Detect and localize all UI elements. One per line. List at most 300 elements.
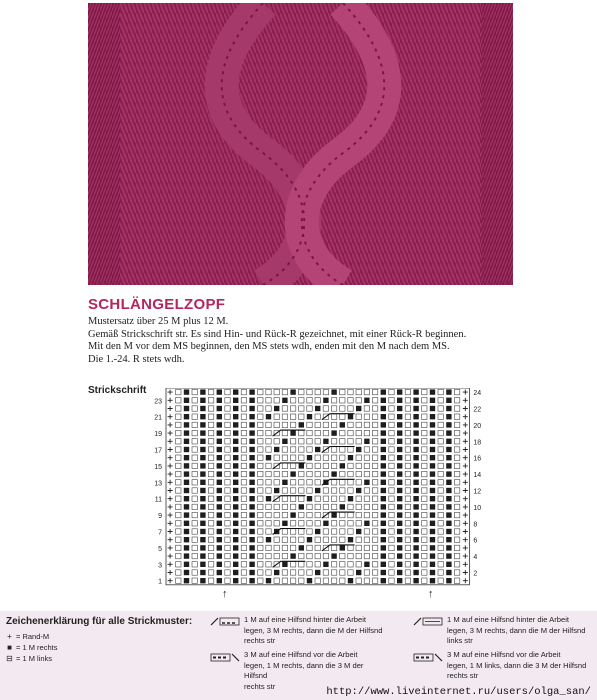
purl-stitch-cell: [282, 406, 287, 411]
purl-stitch-cell: [364, 430, 369, 435]
knit-stitch-cell: [430, 389, 435, 394]
purl-stitch-cell: [356, 562, 361, 567]
purl-stitch-cell: [274, 480, 279, 485]
knit-stitch-cell: [307, 578, 312, 583]
purl-stitch-cell: [323, 570, 328, 575]
knit-stitch-cell: [200, 496, 205, 501]
knit-stitch-cell: [381, 414, 386, 419]
purl-stitch-cell: [315, 439, 320, 444]
knit-stitch-cell: [299, 545, 304, 550]
purl-stitch-cell: [438, 512, 443, 517]
purl-stitch-cell: [438, 570, 443, 575]
knit-stitch-cell: [340, 504, 345, 509]
row-number-left: 15: [154, 463, 162, 471]
purl-stitch-cell: [422, 570, 427, 575]
purl-stitch-cell: [192, 545, 197, 550]
knit-stitch-cell: [249, 430, 254, 435]
purl-stitch-cell: [372, 471, 377, 476]
purl-stitch-cell: [323, 406, 328, 411]
purl-stitch-cell: [274, 537, 279, 542]
purl-stitch-cell: [241, 488, 246, 493]
purl-stitch-cell: [340, 578, 345, 583]
purl-stitch-cell: [241, 439, 246, 444]
purl-stitch-cell: [225, 447, 230, 452]
purl-stitch-cell: [258, 439, 263, 444]
purl-stitch-cell: [372, 480, 377, 485]
purl-stitch-cell: [422, 521, 427, 526]
purl-stitch-cell: [176, 422, 181, 427]
knit-stitch-cell: [381, 398, 386, 403]
row-number-right: 12: [473, 488, 482, 496]
purl-stitch-cell: [348, 504, 353, 509]
purl-stitch-cell: [331, 521, 336, 526]
purl-stitch-cell: [422, 471, 427, 476]
knit-stitch-cell: [249, 504, 254, 509]
knit-stitch-cell: [266, 414, 271, 419]
knit-stitch-cell: [381, 496, 386, 501]
knit-stitch-cell: [364, 562, 369, 567]
knit-stitch-cell: [217, 414, 222, 419]
knit-stitch-cell: [184, 504, 189, 509]
purl-stitch-cell: [299, 439, 304, 444]
purl-stitch-cell: [176, 463, 181, 468]
purl-stitch-cell: [340, 553, 345, 558]
purl-stitch-cell: [225, 553, 230, 558]
row-number-left: 13: [154, 480, 162, 488]
knit-stitch-cell: [217, 471, 222, 476]
knit-stitch-cell: [299, 463, 304, 468]
purl-stitch-cell: [192, 570, 197, 575]
purl-stitch-cell: [454, 578, 459, 583]
purl-stitch-cell: [454, 422, 459, 427]
legend-item-knit: [6, 643, 57, 652]
purl-stitch-cell: [241, 414, 246, 419]
purl-stitch-cell: [364, 389, 369, 394]
knit-stitch-cell: [446, 463, 451, 468]
knit-stitch-cell: [397, 504, 402, 509]
knit-stitch-cell: [397, 553, 402, 558]
purl-stitch-cell: [225, 414, 230, 419]
knit-stitch-cell: [200, 455, 205, 460]
purl-stitch-cell: [340, 455, 345, 460]
knit-stitch-cell: [184, 439, 189, 444]
purl-stitch-cell: [454, 562, 459, 567]
knit-stitch-cell: [233, 463, 238, 468]
purl-stitch-cell: [208, 406, 213, 411]
knit-stitch-cell: [397, 496, 402, 501]
purl-stitch-cell: [331, 529, 336, 534]
purl-stitch-cell: [438, 414, 443, 419]
row-number-left: 1: [158, 578, 162, 586]
knit-stitch-cell: [184, 496, 189, 501]
purl-stitch-cell: [299, 471, 304, 476]
knit-stitch-cell: [446, 578, 451, 583]
purl-stitch-cell: [454, 406, 459, 411]
purl-stitch-cell: [241, 430, 246, 435]
knit-stitch-cell: [217, 389, 222, 394]
purl-stitch-cell: [258, 553, 263, 558]
purl-stitch-cell: [422, 553, 427, 558]
minus-square-icon: ⊟: [6, 654, 13, 663]
purl-stitch-cell: [176, 414, 181, 419]
purl-stitch-cell: [208, 463, 213, 468]
knit-stitch-cell: [307, 537, 312, 542]
knit-stitch-cell: [331, 430, 336, 435]
purl-stitch-cell: [241, 553, 246, 558]
knit-stitch-cell: [446, 422, 451, 427]
purl-stitch-cell: [372, 447, 377, 452]
knit-stitch-cell: [315, 488, 320, 493]
purl-stitch-cell: [389, 422, 394, 427]
knit-stitch-cell: [397, 406, 402, 411]
purl-stitch-cell: [282, 463, 287, 468]
purl-stitch-cell: [274, 578, 279, 583]
knit-stitch-cell: [381, 406, 386, 411]
purl-stitch-cell: [225, 422, 230, 427]
purl-stitch-cell: [307, 422, 312, 427]
purl-stitch-cell: [348, 521, 353, 526]
knit-stitch-cell: [413, 545, 418, 550]
purl-stitch-cell: [372, 545, 377, 550]
knit-stitch-cell: [397, 488, 402, 493]
purl-stitch-cell: [422, 414, 427, 419]
knit-stitch-cell: [446, 545, 451, 550]
purl-stitch-cell: [266, 562, 271, 567]
purl-stitch-cell: [208, 398, 213, 403]
knit-stitch-cell: [217, 422, 222, 427]
knit-stitch-cell: [430, 455, 435, 460]
knit-stitch-cell: [233, 389, 238, 394]
purl-stitch-cell: [258, 422, 263, 427]
knit-stitch-cell: [397, 389, 402, 394]
purl-stitch-cell: [315, 480, 320, 485]
purl-stitch-cell: [290, 455, 295, 460]
purl-stitch-cell: [274, 389, 279, 394]
purl-stitch-cell: [258, 529, 263, 534]
purl-stitch-cell: [438, 406, 443, 411]
purl-stitch-cell: [348, 545, 353, 550]
purl-stitch-cell: [454, 439, 459, 444]
purl-stitch-cell: [364, 504, 369, 509]
purl-stitch-cell: [364, 488, 369, 493]
purl-stitch-cell: [356, 455, 361, 460]
purl-stitch-cell: [372, 570, 377, 575]
purl-stitch-cell: [389, 480, 394, 485]
purl-stitch-cell: [405, 521, 410, 526]
purl-stitch-cell: [176, 480, 181, 485]
purl-stitch-cell: [389, 398, 394, 403]
knit-stitch-cell: [233, 496, 238, 501]
purl-stitch-cell: [372, 562, 377, 567]
purl-stitch-cell: [225, 463, 230, 468]
purl-stitch-cell: [438, 389, 443, 394]
knit-stitch-cell: [381, 471, 386, 476]
purl-stitch-cell: [315, 562, 320, 567]
purl-stitch-cell: [438, 439, 443, 444]
purl-stitch-cell: [225, 504, 230, 509]
purl-stitch-cell: [225, 496, 230, 501]
knit-stitch-cell: [200, 537, 205, 542]
purl-stitch-cell: [241, 521, 246, 526]
knit-stitch-cell: [184, 537, 189, 542]
purl-stitch-cell: [274, 545, 279, 550]
knit-stitch-cell: [233, 570, 238, 575]
purl-stitch-cell: [266, 439, 271, 444]
purl-stitch-cell: [438, 529, 443, 534]
purl-stitch-cell: [331, 504, 336, 509]
purl-stitch-cell: [266, 570, 271, 575]
purl-stitch-cell: [241, 447, 246, 452]
knit-stitch-cell: [397, 578, 402, 583]
purl-stitch-cell: [364, 406, 369, 411]
knit-stitch-cell: [381, 562, 386, 567]
purl-stitch-cell: [266, 545, 271, 550]
purl-stitch-cell: [241, 537, 246, 542]
purl-stitch-cell: [331, 545, 336, 550]
knit-stitch-cell: [397, 455, 402, 460]
purl-stitch-cell: [176, 529, 181, 534]
purl-stitch-cell: [364, 570, 369, 575]
purl-stitch-cell: [422, 430, 427, 435]
purl-stitch-cell: [372, 455, 377, 460]
row-number-left: 19: [154, 431, 162, 439]
knit-stitch-cell: [249, 496, 254, 501]
purl-stitch-cell: [389, 471, 394, 476]
knit-stitch-cell: [413, 414, 418, 419]
knit-stitch-cell: [217, 529, 222, 534]
purl-stitch-cell: [340, 570, 345, 575]
purl-stitch-cell: [315, 414, 320, 419]
knit-stitch-cell: [184, 389, 189, 394]
purl-stitch-cell: [176, 562, 181, 567]
purl-stitch-cell: [299, 480, 304, 485]
purl-stitch-cell: [356, 545, 361, 550]
purl-stitch-cell: [454, 447, 459, 452]
knit-stitch-cell: [299, 422, 304, 427]
pattern-title: SCHLÄNGELZOPF: [88, 296, 226, 313]
purl-stitch-cell: [299, 537, 304, 542]
purl-stitch-cell: [258, 430, 263, 435]
purl-stitch-cell: [176, 504, 181, 509]
purl-stitch-cell: [323, 553, 328, 558]
knit-stitch-cell: [446, 570, 451, 575]
purl-stitch-cell: [438, 521, 443, 526]
purl-stitch-cell: [331, 480, 336, 485]
purl-stitch-cell: [405, 578, 410, 583]
purl-stitch-cell: [340, 398, 345, 403]
description-line: Die 1.-24. R stets wdh.: [88, 353, 185, 365]
purl-stitch-cell: [192, 512, 197, 517]
purl-stitch-cell: [348, 480, 353, 485]
knit-stitch-cell: [200, 480, 205, 485]
knit-stitch-cell: [397, 537, 402, 542]
purl-stitch-cell: [290, 562, 295, 567]
purl-stitch-cell: [364, 463, 369, 468]
knit-stitch-cell: [413, 488, 418, 493]
purl-stitch-cell: [307, 504, 312, 509]
purl-stitch-cell: [290, 439, 295, 444]
purl-stitch-cell: [372, 398, 377, 403]
purl-stitch-cell: [225, 406, 230, 411]
purl-stitch-cell: [299, 398, 304, 403]
purl-stitch-cell: [389, 463, 394, 468]
knit-stitch-cell: [430, 398, 435, 403]
legend-text: = 1 M links: [16, 654, 53, 663]
purl-stitch-cell: [438, 537, 443, 542]
purl-stitch-cell: [299, 414, 304, 419]
purl-stitch-cell: [422, 406, 427, 411]
purl-stitch-cell: [438, 422, 443, 427]
knit-stitch-cell: [200, 471, 205, 476]
knit-stitch-cell: [217, 545, 222, 550]
purl-stitch-cell: [438, 398, 443, 403]
knit-stitch-cell: [381, 389, 386, 394]
knit-stitch-cell: [233, 529, 238, 534]
purl-stitch-cell: [192, 553, 197, 558]
purl-stitch-cell: [208, 562, 213, 567]
knit-stitch-cell: [233, 562, 238, 567]
knit-stitch-cell: [200, 553, 205, 558]
purl-stitch-cell: [348, 463, 353, 468]
purl-stitch-cell: [331, 496, 336, 501]
purl-stitch-cell: [299, 529, 304, 534]
purl-stitch-cell: [405, 488, 410, 493]
purl-stitch-cell: [405, 512, 410, 517]
purl-stitch-cell: [405, 406, 410, 411]
knit-stitch-cell: [290, 430, 295, 435]
purl-stitch-cell: [389, 562, 394, 567]
purl-stitch-cell: [274, 553, 279, 558]
knit-stitch-cell: [217, 488, 222, 493]
purl-stitch-cell: [364, 471, 369, 476]
purl-stitch-cell: [315, 455, 320, 460]
purl-stitch-cell: [340, 512, 345, 517]
purl-stitch-cell: [331, 578, 336, 583]
knit-stitch-cell: [381, 463, 386, 468]
knit-stitch-cell: [413, 537, 418, 542]
knit-stitch-cell: [233, 471, 238, 476]
purl-stitch-cell: [274, 521, 279, 526]
knit-stitch-cell: [430, 447, 435, 452]
purl-stitch-cell: [364, 553, 369, 558]
purl-stitch-cell: [299, 430, 304, 435]
purl-stitch-cell: [323, 430, 328, 435]
purl-stitch-cell: [438, 545, 443, 550]
knit-stitch-cell: [217, 463, 222, 468]
purl-stitch-cell: [258, 447, 263, 452]
purl-stitch-cell: [438, 496, 443, 501]
purl-stitch-cell: [315, 537, 320, 542]
purl-stitch-cell: [225, 512, 230, 517]
purl-stitch-cell: [356, 430, 361, 435]
purl-stitch-cell: [274, 414, 279, 419]
purl-stitch-cell: [282, 553, 287, 558]
watermark-url: http://www.liveinternet.ru/users/olga_san/: [326, 686, 591, 698]
purl-stitch-cell: [331, 398, 336, 403]
purl-stitch-cell: [356, 414, 361, 419]
purl-stitch-cell: [225, 455, 230, 460]
knit-stitch-cell: [413, 398, 418, 403]
filled-square-icon: ■: [7, 643, 12, 652]
knit-stitch-cell: [249, 512, 254, 517]
purl-stitch-cell: [176, 553, 181, 558]
knit-stitch-cell: [184, 480, 189, 485]
purl-stitch-cell: [299, 389, 304, 394]
knit-stitch-cell: [184, 447, 189, 452]
plus-icon: +: [7, 632, 12, 641]
purl-stitch-cell: [372, 512, 377, 517]
purl-stitch-cell: [389, 529, 394, 534]
purl-stitch-cell: [422, 537, 427, 542]
purl-stitch-cell: [323, 455, 328, 460]
purl-stitch-cell: [266, 422, 271, 427]
knit-stitch-cell: [282, 398, 287, 403]
purl-stitch-cell: [331, 570, 336, 575]
purl-stitch-cell: [299, 406, 304, 411]
purl-stitch-cell: [422, 512, 427, 517]
knit-stitch-cell: [200, 389, 205, 394]
purl-stitch-cell: [389, 521, 394, 526]
purl-stitch-cell: [307, 488, 312, 493]
purl-stitch-cell: [258, 463, 263, 468]
knit-stitch-cell: [249, 578, 254, 583]
purl-stitch-cell: [208, 529, 213, 534]
purl-stitch-cell: [241, 480, 246, 485]
purl-stitch-cell: [282, 504, 287, 509]
purl-stitch-cell: [266, 463, 271, 468]
purl-stitch-cell: [364, 496, 369, 501]
knit-stitch-cell: [413, 570, 418, 575]
knit-stitch-cell: [364, 521, 369, 526]
purl-stitch-cell: [282, 512, 287, 517]
purl-stitch-cell: [258, 562, 263, 567]
purl-stitch-cell: [176, 537, 181, 542]
purl-stitch-cell: [422, 463, 427, 468]
purl-stitch-cell: [274, 398, 279, 403]
row-number-right: 24: [473, 390, 482, 398]
cable-description: 3 M auf eine Hilfsnd vor die Arbeit legen, 1 M links, dann die 3 M der Hilfsnd rechts str: [447, 650, 587, 680]
knit-stitch-cell: [430, 439, 435, 444]
knit-stitch-cell: [200, 422, 205, 427]
purl-stitch-cell: [372, 430, 377, 435]
purl-stitch-cell: [405, 455, 410, 460]
purl-stitch-cell: [225, 389, 230, 394]
cable-front-knit-icon: [210, 653, 240, 662]
knit-stitch-cell: [290, 512, 295, 517]
knit-stitch-cell: [381, 447, 386, 452]
purl-stitch-cell: [176, 455, 181, 460]
purl-stitch-cell: [356, 578, 361, 583]
knit-stitch-cell: [446, 496, 451, 501]
knit-stitch-cell: [430, 562, 435, 567]
knit-stitch-cell: [381, 537, 386, 542]
purl-stitch-cell: [438, 455, 443, 460]
legend-text: = 1 M rechts: [16, 643, 58, 652]
purl-stitch-cell: [405, 570, 410, 575]
purl-stitch-cell: [208, 496, 213, 501]
knit-stitch-cell: [381, 553, 386, 558]
row-number-right: 22: [473, 406, 482, 414]
purl-stitch-cell: [307, 529, 312, 534]
purl-stitch-cell: [454, 389, 459, 394]
purl-stitch-cell: [389, 570, 394, 575]
knit-stitch-cell: [200, 562, 205, 567]
purl-stitch-cell: [438, 488, 443, 493]
knit-stitch-cell: [446, 521, 451, 526]
purl-stitch-cell: [266, 521, 271, 526]
knit-stitch-cell: [413, 504, 418, 509]
purl-stitch-cell: [307, 545, 312, 550]
